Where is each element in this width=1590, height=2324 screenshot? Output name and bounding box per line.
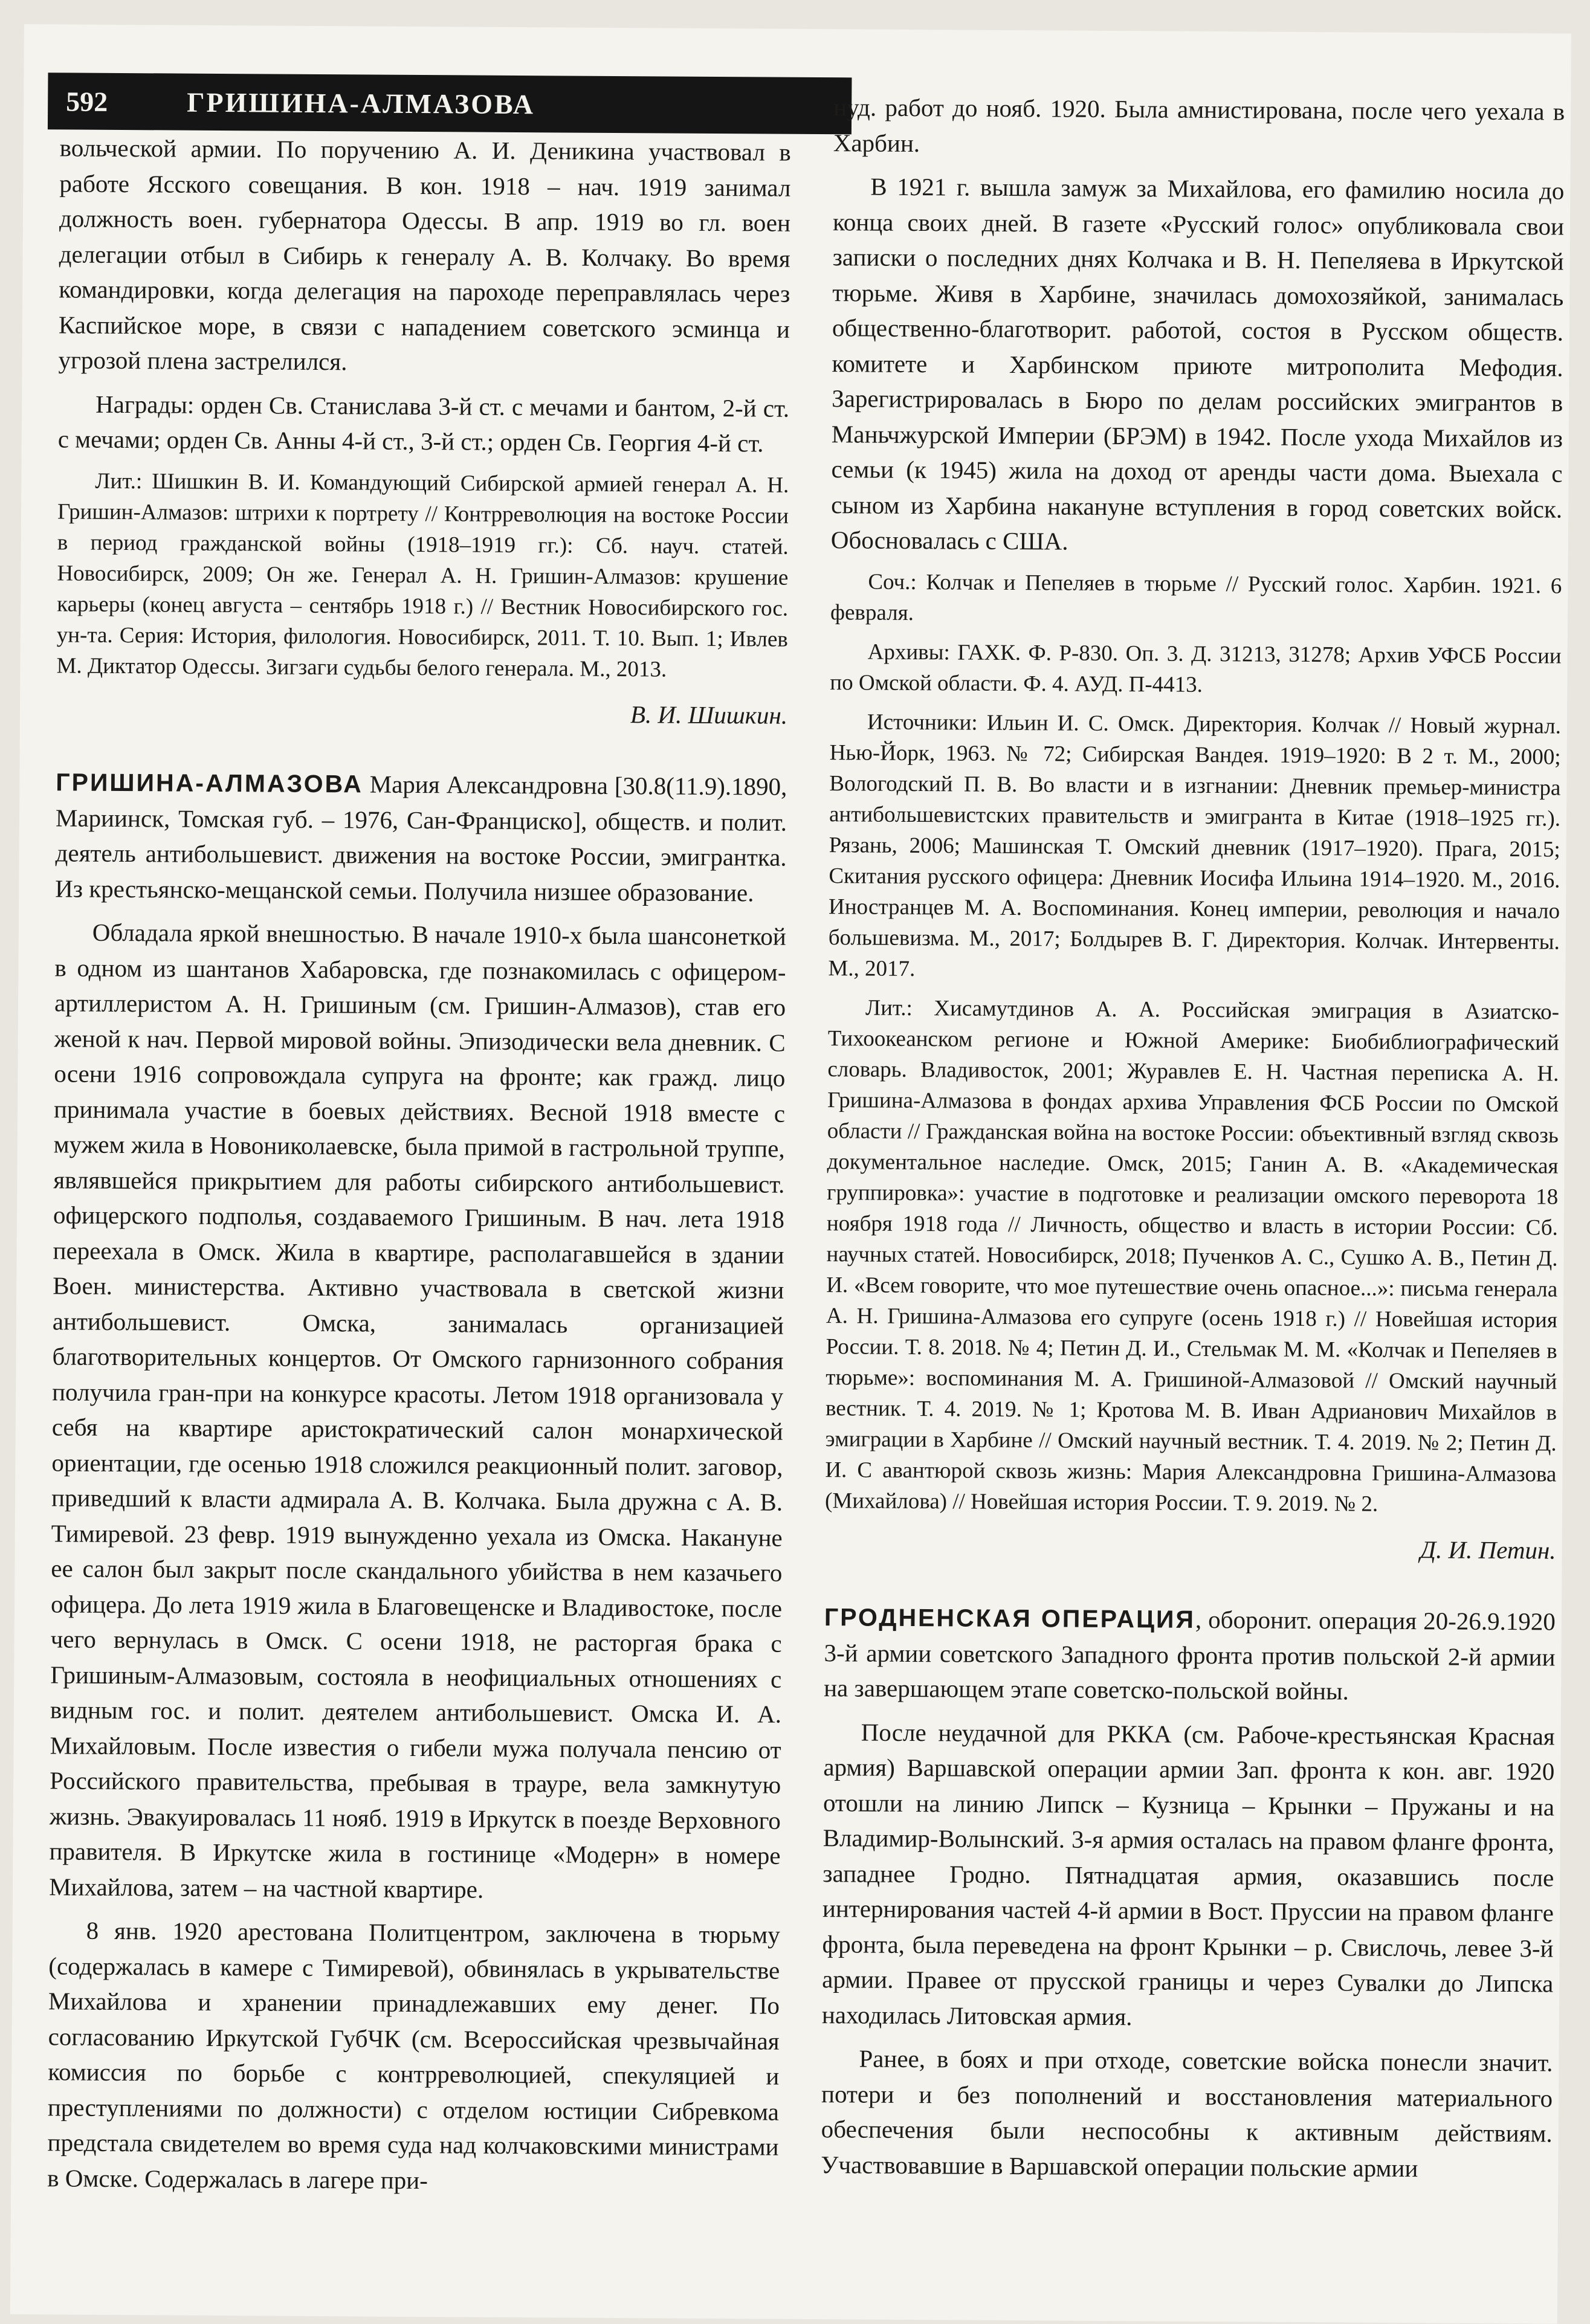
paragraph: нуд. работ до нояб. 1920. Была амнистирована, после чего уехала в Харбин. <box>833 93 1565 157</box>
page-number: 592 <box>66 85 108 117</box>
entry-intro-text: , оборонит. операция 20-26.9.1920 3-й армии советского Западного фронта против польской 2-й армии на завершающем этапе советско-польской войны. <box>824 1605 1556 1705</box>
right-column <box>821 89 1565 2195</box>
book-page <box>10 24 1571 2324</box>
archives: Архивы: ГАХК. Ф. Р-830. Оп. 3. Д. 31213, 31278; Архив УФСБ России по Омской области. Ф. 4. АУД. П-4413. <box>830 639 1562 697</box>
literature: Лит.: Шишкин В. И. Командующий Сибирской армией генерал А. Н. Гришин-Алмазов: штрихи к портрету // Контрреволюция на востоке России в период гражданской войны (1918–1919 гг.): Сб. науч. статей. Новосибирск, 2009; Он же. Генерал А. Н. Гришин-Алмазов: крушение карьеры (конец августа – сентябрь 1918 г.) // Вестник Новосибирского гос. ун-та. Серия: История, филология. Новосибирск, 2011. Т. 10. Вып. 1; Ивлев М. Диктатор Одессы. Зигзаги судьбы белого генерала. М., 2013. <box>56 468 789 682</box>
paragraph: Обладала яркой внешностью. В начале 1910-х была шансонеткой в одном из шантанов Хабаровска, где познакомилась с офицером-артиллеристом А. Н. Гришиным (см. Гришин-Алмазов), став его женой к нач. Первой мировой войны. Эпизодически вела дневник. С осени 1916 сопровождала супруга на фронте; как гражд. лицо принимала участие в боевых действиях. Весной 1918 вместе с мужем жила в Новониколаевске, была примой в гастрольной труппе, являвшейся прикрытием для работы сибирского антибольшевист. офицерского подполья, создаваемого Гришиным. В нач. лета 1918 переехала в Омск. Жила в квартире, располагавшейся в здании Воен. министерства. Активно участвовала в светской жизни антибольшевист. Омска, занималась организацией благотворительных концертов. От Омского гарнизонного собрания получила гран-при на конкурсе красоты. Летом 1918 организовала у себя на квартире аристократический салон монархической ориентации, где осенью 1918 сложился реакционный полит. заговор, приведший к власти адмирала А. В. Колчака. Была дружна с А. В. Тимиревой. 23 февр. 1919 вынужденно уехала из Омска. Накануне ее салон был закрыт после скандального убийства в нем казачьего офицера. До лета 1919 жила в Благовещенске и Владивостоке, после чего вернулась в Омск. С осени 1918, не расторгая брака с Гришиным-Алмазовым, состояла в неофициальных отношениях с видным гос. и полит. деятелем антибольшевист. Омска И. А. Михайловым. После известия о гибели мужа получала пенсию от Российского правительства, пребывая в трауре, вела замкнутую жизнь. Эвакуировалась 11 нояб. 1919 в Иркутск в поезде Верховного правителя. В Иркутске жила в гостинице «Модерн» в номере Михайлова, затем – на частной квартире. <box>49 918 786 1903</box>
entry-intro <box>55 764 787 910</box>
paragraph: Ранее, в боях и при отходе, советские войска понесли значит. потери и без пополнений и восстановления материального обеспечения были неспособны к активным действиям. Участвовавшие в Варшавской операции польские армии <box>821 2044 1553 2182</box>
paragraph: Награды: орден Св. Станислава 3-й ст. с мечами и бантом, 2-й ст. с мечами; орден Св. Анны 4-й ст., 3-й ст.; орден Св. Георгия 4-й ст. <box>57 390 790 457</box>
entry-headword: ГРИШИНА-АЛМАЗОВА <box>56 768 363 798</box>
literature: Лит.: Хисамутдинов А. А. Российская эмиграция в Азиатско-Тихоокеанском регионе и Южной Америке: Биобиблиографический словарь. Владивосток, 2001; Журавлев Е. Н. Частная переписка А. Н. Гришина-Алмазова в фондах архива Управления ФСБ России по Омской области // Гражданская война на востоке России: объективный взгляд сквозь документальное наследие. Омск, 2015; Ганин А. В. «Академическая группировка»: участие в подготовке и реализации омского переворота 18 ноября 1918 года // Личность, общество и власть в истории России: Сб. научных статей. Новосибирск, 2018; Пученков А. С., Сушко А. В., Петин Д. И. «Всем говорите, что мое путешествие очень опасное...»: письма генерала А. Н. Гришина-Алмазова его супруге (осень 1918 г.) // Новейшая история России. Т. 8. 2018. № 4; Петин Д. И., Стельмак М. М. «Колчак и Пепеляев в тюрьме»: воспоминания М. А. Гришиной-Алмазовой // Омский научный вестник. Т. 4. 2019. № 1; Кротова М. В. Иван Адрианович Михайлов в эмиграции в Харбине // Омский научный вестник. Т. 4. 2019. № 2; Петин Д. И. С авантюрой сквозь жизнь: Мария Александровна Гришина-Алмазова (Михайлова) // Новейшая история России. Т. 9. 2019. № 2. <box>824 995 1560 1517</box>
author-signature: Д. И. Петин. <box>1420 1535 1556 1564</box>
paragraph: В 1921 г. вышла замуж за Михайлова, его фамилию носила до конца своих дней. В газете «Русский голос» опубликовала свои записки о последних днях Колчака и В. Н. Пепеляева в Иркутской тюрьме. Живя в Харбине, значилась домохозяйкой, занималась общественно-благотворит. работой, состоя в Русском обществ. комитете и Харбинском приюте митрополита Мефодия. Зарегистрировалась в Бюро по делам российских эмигрантов в Маньчжурской Империи (БРЭМ) в 1942. После ухода Михайлов из семьи (к 1945) жила на доход от аренды части дома. Выехала с сыном из Харбина накануне вступления в город советских войск. Обосновалась с США. <box>830 172 1565 555</box>
running-header <box>48 73 852 134</box>
entry-intro-text: Мария Александровна [30.8(11.9).1890, Мариинск, Томская губ. – 1976, Сан-Франциско], обществ. и полит. деятель антибольшевист. движения на востоке России, эмигрантка. Из крестьянско-мещанской семьи. Получила низшее образование. <box>55 770 787 906</box>
running-title: ГРИШИНА-АЛМАЗОВА <box>187 86 535 120</box>
sources: Источники: Ильин И. С. Омск. Директория. Колчак // Новый журнал. Нью-Йорк, 1963. № 72; Сибирская Вандея. 1919–1920: В 2 т. М., 2000; Вологодский П. В. Во власти и в изгнании: Дневник премьер-министра антибольшевистских правительств и эмигранта в Китае (1918–1925 гг.). Рязань, 2006; Машинская Т. Омский дневник (1917–1920). Прага, 2015; Скитания русского офицера: Дневник Иосифа Ильина 1914–1920. М., 2016. Иностранцев М. А. Воспоминания. Конец империи, революция и начало большевизма. М., 2017; Болдырев В. Г. Директория. Колчак. Интервенты. М., 2017. <box>828 709 1562 981</box>
left-column <box>47 130 791 2208</box>
paragraph: После неудачной для РККА (см. Рабоче-крестьянская Красная армия) Варшавской операции армии Зап. фронта к кон. авг. 1920 отошли на линию Липск – Кузница – Крынки – Пружаны и на Владимир-Волынский. 3-я армия осталась на правом фланге фронта, западнее Гродно. Пятнадцатая армия, оказавшись после интернирования частей 4-й армии в Вост. Пруссии на правом фланге фронта, была переведена на фронт Крынки – р. Свислочь, левее 3-й армии. Правее от прусской границы и через Сувалки до Липска находилась Литовская армия. <box>821 1718 1555 2030</box>
author-signature: В. И. Шишкин. <box>630 700 788 729</box>
works: Соч.: Колчак и Пепеляев в тюрьме // Русский голос. Харбин. 1921. 6 февраля. <box>830 569 1562 625</box>
paragraph: 8 янв. 1920 арестована Политцентром, заключена в тюрьму (содержалась в камере с Тимиревой), обвинялась в укрывательстве Михайлова и хранении принадлежавших ему денег. По согласованию Иркутской ГубЧК (см. Всероссийская чрезвычайная комиссия по борьбе с контрреволюцией, спекуляцией и преступлениями по должности) с отделом юстиции Сибревкома предстала свидетелем во время суда над колчаковскими министрами в Омске. Содержалась в лагере при- <box>47 1916 780 2194</box>
entry-intro <box>824 1599 1556 1710</box>
entry-headword: ГРОДНЕНСКАЯ ОПЕРАЦИЯ <box>824 1603 1196 1633</box>
paragraph: вольческой армии. По поручению А. И. Деникина участвовал в работе Ясского совещания. В кон. 1918 – нач. 1919 занимал должность воен. губернатора Одессы. В апр. 1919 во гл. воен делегации отбыл в Сибирь к генералу А. В. Колчаку. Во время командировки, когда делегация на пароходе переправлялась через Каспийское море, в связи с нападением советского эсминца и угрозой плена застрелился. <box>58 134 791 376</box>
